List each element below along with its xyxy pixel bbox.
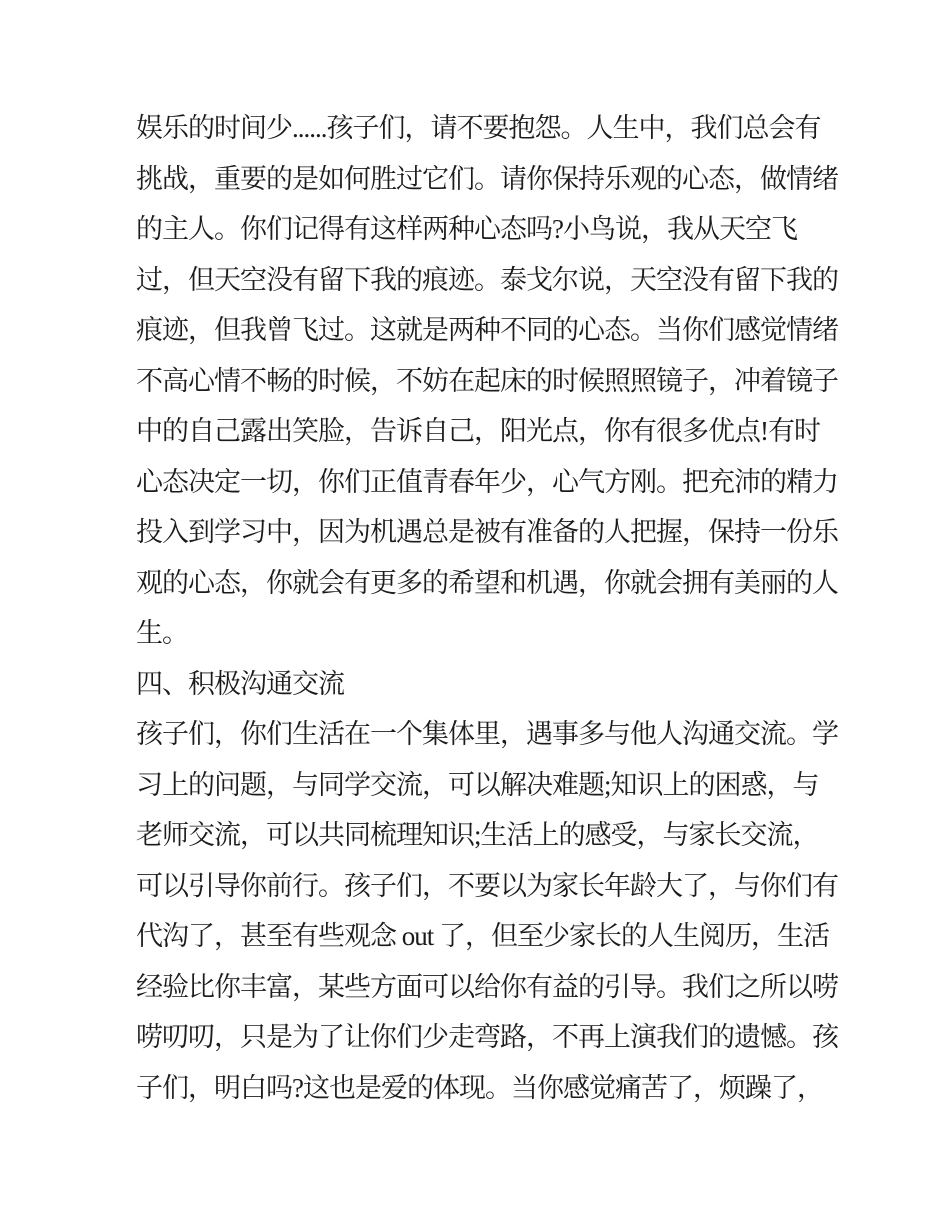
text-line: 经验比你丰富，某些方面可以给你有益的引导。我们之所以唠 xyxy=(136,971,838,1002)
text-line: 中的自己露出笑脸，告诉自己，阳光点，你有很多优点!有时 xyxy=(136,416,820,446)
text-line: 过，但天空没有留下我的痕迹。泰戈尔说，天空没有留下我的 xyxy=(136,264,838,295)
text-line: 唠叨叨，只是为了让你们少走弯路，不再上演我们的遗憾。孩 xyxy=(136,1022,838,1052)
text-line: 心态决定一切，你们正值青春年少，心气方刚。把充沛的精力 xyxy=(136,466,838,497)
text-line: 观的心态，你就会有更多的希望和机遇，你就会拥有美丽的人 xyxy=(136,567,838,598)
text-line: 娱乐的时间少......孩子们，请不要抱怨。人生中，我们总会有 xyxy=(136,113,821,143)
text-line: 投入到学习中，因为机遇总是被有准备的人把握，保持一份乐 xyxy=(136,517,838,547)
document-body xyxy=(136,103,848,1113)
text-line: 老师交流，可以共同梳理知识;生活上的感受，与家长交流， xyxy=(136,820,819,850)
text-line: 习上的问题，与同学交流，可以解决难题;知识上的困惑，与 xyxy=(136,769,819,800)
text-line: 不高心情不畅的时候，不妨在起床的时候照照镜子，冲着镜子 xyxy=(136,365,838,396)
text-line: 的主人。你们记得有这样两种心态吗?小鸟说，我从天空飞 xyxy=(136,214,797,244)
text-line: 可以引导你前行。孩子们，不要以为家长年龄大了，与你们有 xyxy=(136,870,838,901)
text-line: 代沟了，甚至有些观念 out 了，但至少家长的人生阅历，生活 xyxy=(136,921,830,951)
section-heading: 四、积极沟通交流 xyxy=(136,668,344,699)
text-line: 痕迹，但我曾飞过。这就是两种不同的心态。当你们感觉情绪 xyxy=(136,315,838,345)
text-line: 子们，明白吗?这也是爱的体现。当你感觉痛苦了，烦躁了， xyxy=(136,1072,823,1103)
text-line: 生。 xyxy=(136,618,188,648)
text-line: 挑战，重要的是如何胜过它们。请你保持乐观的心态，做情绪 xyxy=(136,163,838,194)
text-line: 孩子们，你们生活在一个集体里，遇事多与他人沟通交流。学 xyxy=(136,719,838,749)
